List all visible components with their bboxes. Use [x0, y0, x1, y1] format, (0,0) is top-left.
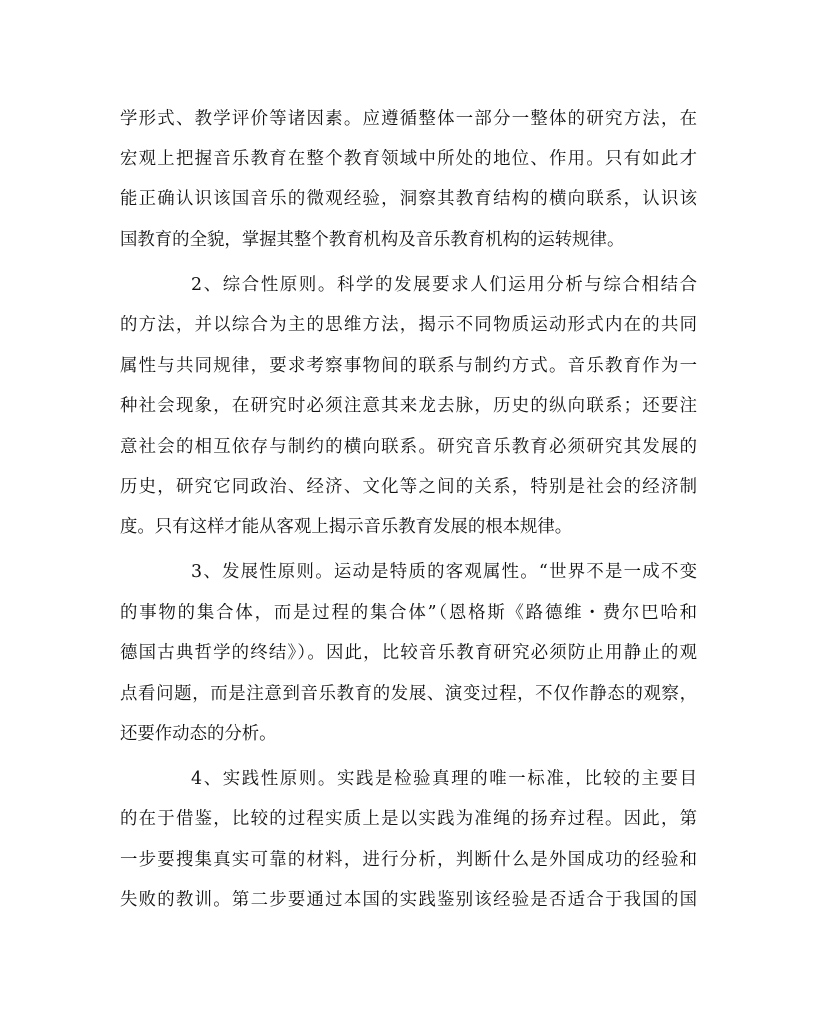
text-line: 的方法，并以综合为主的思维方法，揭示不同物质运动形式内在的共同: [120, 315, 697, 335]
text-line: 还要作动态的分析。: [120, 724, 277, 744]
text-line: 种社会现象，在研究时必须注意其来龙去脉，历史的纵向联系；还要注: [120, 396, 697, 416]
text-line: 历史，研究它同政治、经济、文化等之间的关系，特别是社会的经济制: [120, 477, 697, 497]
text-line: 的事物的集合体，而是过程的集合体”（恩格斯《路德维・费尔巴哈和: [120, 603, 697, 623]
text-line: 一步要搜集真实可靠的材料，进行分析，判断什么是外国成功的经验和: [120, 850, 697, 870]
text-line: 度。只有这样才能从客观上揭示音乐教育发展的根本规律。: [120, 517, 573, 537]
text-line: 意社会的相互依存与制约的横向联系。研究音乐教育必须研究其发展的: [120, 437, 697, 457]
paragraph-heading-line: 3、发展性原则。运动是特质的客观属性。“世界不是一成不变: [191, 562, 697, 582]
text-line: 能正确认识该国音乐的微观经验，洞察其教育结构的横向联系，认识该: [120, 189, 697, 209]
paragraph-heading-line: 4、实践性原则。实践是检验真理的唯一标准，比较的主要目: [191, 769, 697, 789]
text-line: 国教育的全貌，掌握其整个教育机构及音乐教育机构的运转规律。: [120, 230, 625, 250]
text-line: 属性与共同规律，要求考察事物间的联系与制约方式。音乐教育作为一: [120, 356, 697, 376]
text-line: 学形式、教学评价等诸因素。应遵循整体一部分一整体的研究方法，在: [120, 109, 697, 129]
text-line: 德国古典哲学的终结》）。因此，比较音乐教育研究必须防止用静止的观: [120, 643, 697, 663]
text-line: 点看问题，而是注意到音乐教育的发展、演变过程，不仅作静态的观察，: [120, 684, 697, 704]
text-line: 失败的教训。第二步要通过本国的实践鉴别该经验是否适合于我国的国: [120, 890, 697, 910]
paragraph-heading-line: 2、综合性原则。科学的发展要求人们运用分析与综合相结合: [191, 275, 697, 295]
text-line: 宏观上把握音乐教育在整个教育领域中所处的地位、作用。只有如此才: [120, 149, 697, 169]
text-line: 的在于借鉴，比较的过程实质上是以实践为准绳的扬弃过程。因此，第: [120, 809, 697, 829]
